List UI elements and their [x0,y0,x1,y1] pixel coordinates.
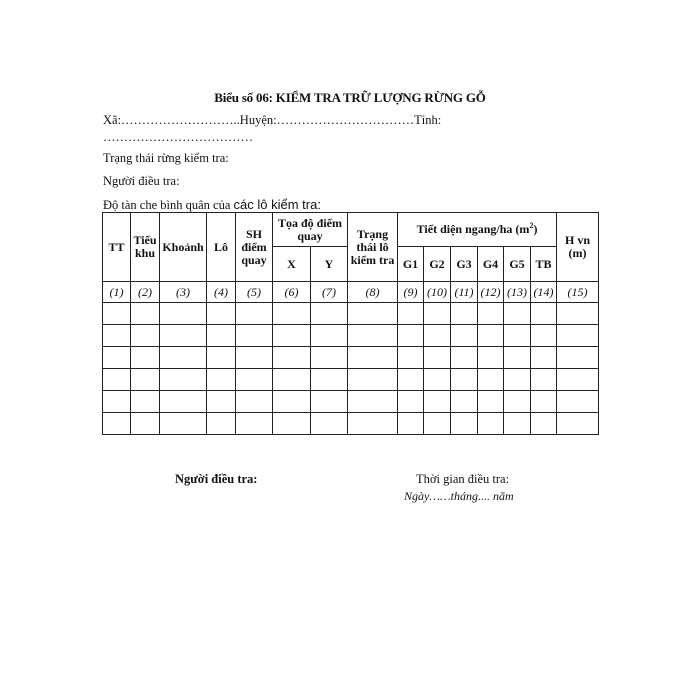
col-num: (3) [160,282,207,303]
header-g4: G4 [478,247,504,282]
table-cell[interactable] [236,347,273,369]
table-cell[interactable] [557,391,599,413]
table-cell[interactable] [451,347,478,369]
table-cell[interactable] [103,303,131,325]
table-cell[interactable] [424,347,451,369]
table-cell[interactable] [103,369,131,391]
header-tb: TB [531,247,557,282]
table-cell[interactable] [478,347,504,369]
table-cell[interactable] [557,303,599,325]
table-cell[interactable] [103,413,131,435]
table-cell[interactable] [478,413,504,435]
header-tt: TT [103,213,131,282]
table-cell[interactable] [311,413,348,435]
table-cell[interactable] [131,391,160,413]
table-cell[interactable] [504,369,531,391]
table-cell[interactable] [236,303,273,325]
table-cell[interactable] [348,369,398,391]
table-cell[interactable] [557,347,599,369]
signature-investigator: Người điều tra: [175,472,258,486]
table-cell[interactable] [451,325,478,347]
col-num: (4) [207,282,236,303]
header-g5: G5 [504,247,531,282]
investigator-label: Người điều tra: [103,174,180,188]
table-cell[interactable] [160,347,207,369]
table-cell[interactable] [424,325,451,347]
table-cell[interactable] [348,391,398,413]
table-cell[interactable] [478,303,504,325]
location-line-continued: ……………………………… [103,130,253,144]
signature-time-label: Thời gian điều tra: [416,472,510,486]
col-num: (7) [311,282,348,303]
table-row [103,413,599,435]
table-cell[interactable] [273,391,311,413]
col-num: (15) [557,282,599,303]
table-cell[interactable] [207,369,236,391]
table-cell[interactable] [424,303,451,325]
table-cell[interactable] [160,391,207,413]
table-cell[interactable] [160,369,207,391]
canopy-cover-prefix: Độ tàn che bình quân của [103,198,234,212]
col-num: (8) [348,282,398,303]
table-cell[interactable] [311,303,348,325]
table-cell[interactable] [207,413,236,435]
table-cell[interactable] [348,325,398,347]
table-cell[interactable] [478,325,504,347]
table-cell[interactable] [398,413,424,435]
table-cell[interactable] [311,325,348,347]
header-tiet-dien [398,213,557,247]
table-cell[interactable] [504,391,531,413]
table-cell[interactable] [103,325,131,347]
table-cell[interactable] [348,413,398,435]
table-cell[interactable] [311,347,348,369]
table-cell[interactable] [160,303,207,325]
table-cell[interactable] [531,325,557,347]
table-cell[interactable] [273,413,311,435]
col-num: (10) [424,282,451,303]
table-cell[interactable] [451,413,478,435]
table-cell[interactable] [236,391,273,413]
table-cell[interactable] [557,325,599,347]
header-g2: G2 [424,247,451,282]
col-num: (6) [273,282,311,303]
table-cell[interactable] [557,369,599,391]
col-num: (14) [531,282,557,303]
table-cell[interactable] [273,325,311,347]
table-cell[interactable] [273,303,311,325]
table-cell[interactable] [131,303,160,325]
canopy-cover-suffix: các lô kiểm tra: [233,197,321,212]
table-row [103,347,599,369]
table-cell[interactable] [531,347,557,369]
table-cell[interactable] [504,303,531,325]
col-num: (11) [451,282,478,303]
col-num: (2) [131,282,160,303]
col-num: (9) [398,282,424,303]
table-cell[interactable] [311,391,348,413]
col-num: (1) [103,282,131,303]
table-cell[interactable] [131,347,160,369]
table-cell[interactable] [160,325,207,347]
header-tiet-dien-end: ) [533,222,538,236]
table-cell[interactable] [424,391,451,413]
table-cell[interactable] [424,369,451,391]
table-cell[interactable] [273,347,311,369]
table-cell[interactable] [236,325,273,347]
table-cell[interactable] [160,413,207,435]
table-cell[interactable] [398,325,424,347]
header-tiet-dien-text: Tiết diện ngang/ha (m [416,222,530,236]
canopy-cover-label [103,197,321,213]
table-cell[interactable] [504,413,531,435]
table-cell[interactable] [207,303,236,325]
table-cell[interactable] [557,413,599,435]
table-cell[interactable] [398,347,424,369]
table-cell[interactable] [131,413,160,435]
header-toa-do: Tọa độ điểm quay [273,213,348,247]
table-cell[interactable] [451,391,478,413]
header-tiet-dien-sup: 2 [529,221,534,230]
table-cell[interactable] [504,325,531,347]
header-khoanh: Khoảnh [160,213,207,282]
table-cell[interactable] [103,347,131,369]
col-num: (5) [236,282,273,303]
header-sh-diem-quay: SH điểm quay [236,213,273,282]
header-lo: Lô [207,213,236,282]
table-cell[interactable] [131,369,160,391]
table-cell[interactable] [207,347,236,369]
signature-date: Ngày……tháng.... năm [404,489,514,503]
table-cell[interactable] [504,347,531,369]
table-cell[interactable] [451,369,478,391]
table-cell[interactable] [103,391,131,413]
forest-status-label: Trạng thái rừng kiểm tra: [103,151,229,165]
header-g1: G1 [398,247,424,282]
header-tieu-khu: Tiểu khu [131,213,160,282]
table-cell[interactable] [531,391,557,413]
table-cell[interactable] [424,413,451,435]
table-cell[interactable] [531,369,557,391]
form-title: Biểu số 06: KIỂM TRA TRỮ LƯỢNG RỪNG GỖ [214,90,486,105]
table-cell[interactable] [478,369,504,391]
header-g3: G3 [451,247,478,282]
table-cell[interactable] [273,369,311,391]
inventory-table [102,212,599,435]
table-cell[interactable] [348,303,398,325]
table-row [103,369,599,391]
col-num: (13) [504,282,531,303]
table-row [103,325,599,347]
table-cell[interactable] [478,391,504,413]
table-cell[interactable] [398,303,424,325]
table-row [103,303,599,325]
table-cell[interactable] [531,413,557,435]
col-num: (12) [478,282,504,303]
column-number-row [103,282,599,303]
table-row [103,391,599,413]
table-cell[interactable] [236,413,273,435]
table-cell[interactable] [398,369,424,391]
header-trang-thai-lo: Trạng thái lô kiểm tra [348,213,398,282]
table-cell[interactable] [398,391,424,413]
header-x: X [273,247,311,282]
table-cell[interactable] [207,325,236,347]
header-h-vn: H vn (m) [557,213,599,282]
header-y: Y [311,247,348,282]
table-cell[interactable] [207,391,236,413]
table-cell[interactable] [451,303,478,325]
table-cell[interactable] [348,347,398,369]
table-cell[interactable] [236,369,273,391]
location-line: Xã:………………………..Huyện:……………………………Tỉnh: [103,113,442,127]
table-cell[interactable] [131,325,160,347]
table-cell[interactable] [531,303,557,325]
table-cell[interactable] [311,369,348,391]
